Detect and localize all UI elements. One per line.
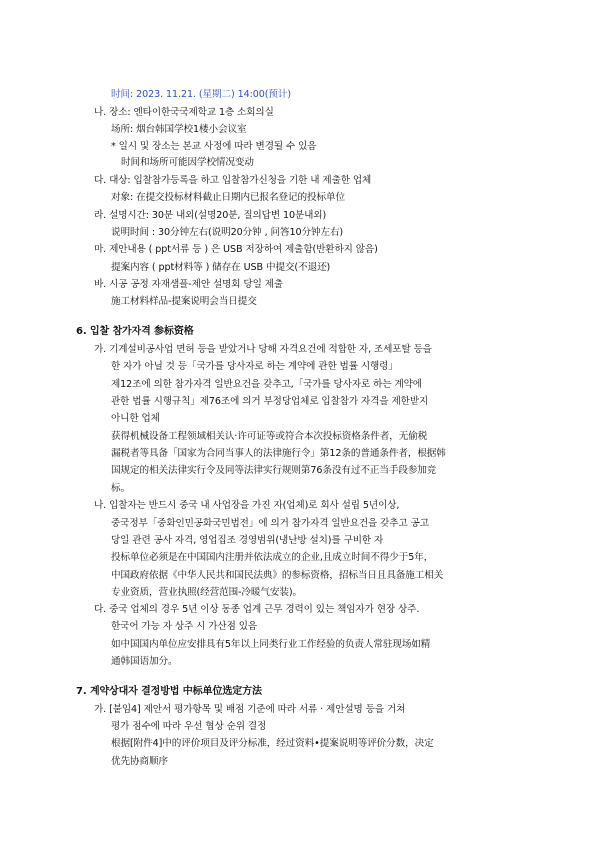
s6-ga-line3: 제12조에 의한 참가자격 일반요건을 갖추고,「국가를 당사자로 하는 계약에 [111,379,422,390]
item-ba-samples: 바. 시공 공정 자재샘플-제안 설명회 당일 제출 [94,279,284,290]
s6-na-zh-line2: 中国政府依据《中华人民共和国民法典》的参标资格，招标当日且具备施工相关 [111,570,444,581]
s6-na-line3: 당일 관련 공사 자격, 영업집조 경영범위(냉난방 설치)를 구비한 자 [111,535,384,546]
s6-da-line1: 다. 중국 업체의 경우 5년 이상 동종 업계 근무 경력이 있는 책임자가 현장 상주. [94,604,420,615]
s6-ga-zh-line4: 标。 [111,483,130,494]
item-da-target: 다. 대상: 입찰참가등록을 하고 입찰참가신청을 기한 내 제출한 업체 [94,175,372,186]
location-note: * 일시 및 장소는 본교 사정에 따라 변경될 수 있음 [111,141,317,152]
s6-ga-line4: 관한 법률 시행규칙」제76조에 의거 부정당업체로 입찰참가 자격을 제한받지 [111,396,429,407]
s6-ga-zh-line2: 漏税者等具备「国家为合同当事人的法律施行令」第12条的普通条件者，根据韩 [111,448,446,459]
section-7-heading: 7. 계약상대자 결정방법 中标单位选定方法 [76,686,262,697]
s6-ga-line1: 가. 기계설비공사업 면허 등을 받았거나 당해 자격요건에 적합한 자, 조세포탈 등을 [94,344,432,355]
s7-ga-zh-line2: 优先协商顺序 [111,756,168,767]
duration-zh: 说明时间 : 30分钟左右(说明20分钟 , 问答10分钟左右) [111,227,344,238]
s7-ga-line2: 평가 점수에 따라 우선 협상 순위 결정 [111,721,267,732]
item-na-location: 나. 장소: 엔타이한국국제학교 1층 소회의실 [94,107,274,118]
s6-ga-zh-line3: 国规定的相关法律实行令及同等法律实行规则第76条没有过不正当手段参加竞 [111,465,437,476]
location-note-zh: 时间和场所可能因学校情况变动 [121,157,254,168]
s6-da-zh-line1: 如中国国内单位应安排具有5年以上同类行业工作经验的负责人常驻现场如精 [111,639,431,650]
s6-na-zh-line1: 投标单位必须是在中国国内注册并依法成立的企业,且成立时间不得少于5年， [111,552,434,563]
s6-ga-line2: 한 자가 아닐 것 등「국가를 당사자로 하는 계약에 관한 법률 시행령」 [111,361,398,372]
item-ra-duration: 라. 설명시간: 30분 내외(설명20분, 질의답변 10분내외) [94,210,327,221]
s7-ga-zh-line1: 根据[附件4]中的评价项目及评分标准，经过资料•提案说明等评价分数，决定 [111,738,434,749]
section-6-heading: 6. 입찰 참가자격 参标资格 [76,326,194,337]
s7-ga-line1: 가. [붙임4] 제안서 평가항목 및 배점 기준에 따라 서류 · 제안설명 등을 거쳐 [94,704,406,715]
s6-ga-zh-line1: 获得机械设备工程领域相关认·许可证等或符合本次投标资格条件者，无偷税 [111,431,428,442]
meeting-time-zh: 时间: 2023. 11.21. (星期二) 14:00(预计) [111,89,291,100]
s6-na-line1: 나. 입찰자는 반드시 중국 내 사업장을 가진 자(업체)로 회사 설립 5년이상, [94,500,400,511]
samples-zh: 施工材料样品-提案说明会当日提交 [111,296,257,307]
content-zh: 提案内容 ( ppt材料等 ) 储存在 USB 中提交(不退还) [111,262,331,273]
s6-ga-line5: 아니한 업체 [111,413,160,424]
s6-da-zh-line2: 通韩国语加分。 [111,656,178,667]
s6-na-line2: 중국정부「중화인민공화국민법전」에 의거 참가자격 일반요건을 갖추고 공고 [111,518,429,529]
s6-na-zh-line3: 专业资质，营业执照(经营范围-冷暖气安装)。 [111,587,303,598]
item-ma-content: 마. 제안내용 ( ppt서류 등 ) 은 USB 저장하여 제출함(반환하지 않음) [94,244,378,255]
target-zh: 对象: 在提交投标材料截止日期内已报名登记的投标单位 [111,192,345,203]
s6-da-line2: 한국어 가능 자 상주 시 가산점 있음 [111,621,258,632]
location-zh: 场所: 烟台韩国学校1楼小会议室 [111,124,247,135]
